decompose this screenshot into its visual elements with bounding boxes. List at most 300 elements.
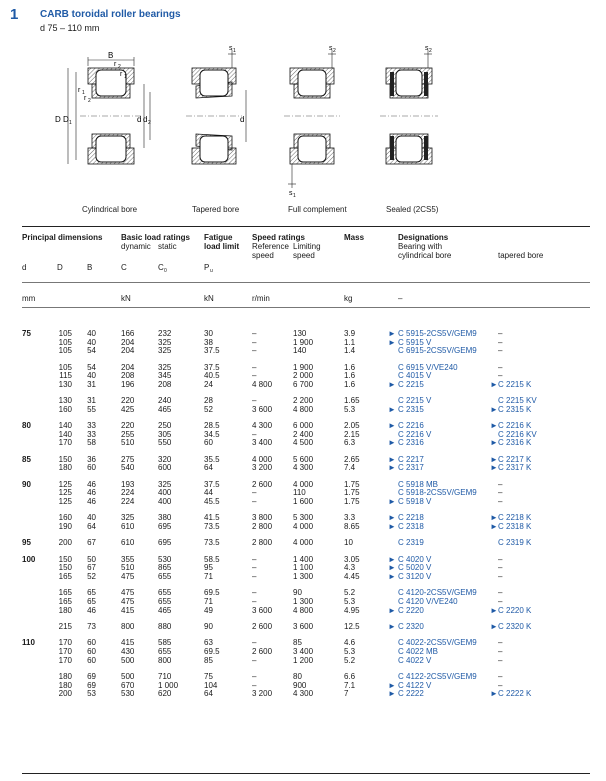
label-r2-left: r	[84, 95, 87, 102]
cell-static-C0: 400	[158, 497, 172, 506]
cell-static-C0: 620	[158, 689, 172, 699]
cell-static-C0: 600	[158, 463, 172, 473]
cell-dynamic-C: 500	[121, 672, 135, 681]
cell-reference-speed: –	[252, 680, 257, 690]
cell-width-B: 36	[87, 454, 96, 464]
cell-mass: 6.3	[344, 438, 356, 448]
unit-designation-dash: –	[398, 294, 403, 303]
cell-limiting-speed: 4 500	[293, 438, 314, 448]
cell-static-C0: 800	[158, 655, 172, 665]
cell-width-B: 46	[87, 497, 96, 506]
cell-static-C0: 880	[158, 622, 172, 631]
cell-reference-speed: –	[252, 588, 257, 598]
cell-fatigue-Pu: 58.5	[204, 554, 220, 564]
cell-dynamic-C: 196	[121, 379, 135, 389]
cell-dynamic-C: 800	[121, 622, 135, 631]
cell-width-B: 46	[87, 479, 96, 489]
cell-fatigue-Pu: 75	[204, 672, 213, 681]
cell-static-C0: 655	[158, 588, 172, 598]
cell-mass: 10	[344, 538, 353, 548]
cell-designation-tap[interactable]: C 2215 KV	[498, 396, 537, 406]
cell-designation-cyl[interactable]: C 5918 MB	[398, 479, 439, 489]
cell-dynamic-C: 220	[121, 421, 135, 431]
cell-limiting-speed: 4 300	[293, 689, 314, 699]
cell-static-C0: 400	[158, 488, 172, 498]
cell-outer-D: 140	[58, 429, 72, 439]
caption-full-complement: Full complement	[288, 205, 347, 214]
cell-designation-tap: –	[498, 563, 503, 573]
cell-limiting-speed: 1 200	[293, 655, 314, 665]
cell-reference-speed: –	[252, 346, 257, 356]
cell-static-C0: 325	[158, 346, 172, 356]
col-fatigue: Fatigue	[204, 233, 233, 242]
cell-designation-tap[interactable]: C 2216 KV	[498, 429, 537, 439]
cell-reference-speed: 3 400	[252, 438, 273, 448]
cell-width-B: 67	[87, 563, 96, 573]
cell-outer-D: 105	[58, 329, 72, 338]
cell-designation-cyl[interactable]: C 5918-2CS5V/GEM9	[398, 488, 477, 498]
col-speed-ref: speed	[252, 251, 274, 260]
sym-d: d	[22, 263, 27, 272]
cell-width-B: 64	[87, 522, 96, 531]
cell-outer-D: 130	[58, 379, 72, 389]
cell-fatigue-Pu: 24	[204, 379, 213, 389]
cell-fatigue-Pu: 35.5	[204, 454, 220, 464]
cell-static-C0: 695	[158, 522, 172, 531]
cell-arrow-tap: ►	[490, 689, 498, 699]
col-tapered-bore: tapered bore	[498, 251, 544, 260]
cell-designation-cyl[interactable]: C 4120-2CS5V/GEM9	[398, 588, 477, 598]
cell-fatigue-Pu: 40.5	[204, 371, 220, 381]
cell-dynamic-C: 510	[121, 563, 135, 573]
cell-bore-d: 85	[22, 454, 31, 464]
cell-static-C0: 208	[158, 379, 172, 389]
cell-arrow-cyl: ►	[388, 379, 396, 389]
cell-arrow-tap: ►	[490, 522, 498, 531]
page-subtitle: d 75 – 110 mm	[40, 23, 100, 33]
cell-designation-tap[interactable]: C 2318 K	[498, 522, 532, 531]
cell-designation-cyl[interactable]: C 6915-2CS5V/GEM9	[398, 346, 477, 356]
caption-cylindrical-bore: Cylindrical bore	[82, 205, 138, 214]
cell-designation-tap[interactable]: C 2320 K	[498, 622, 532, 631]
cell-mass: 2.15	[344, 429, 360, 439]
cell-designation-cyl[interactable]: C 4020 V	[398, 554, 432, 564]
cell-dynamic-C: 475	[121, 572, 135, 581]
cell-outer-D: 170	[58, 655, 72, 665]
cell-designation-cyl[interactable]: C 2222	[398, 689, 424, 699]
cell-fatigue-Pu: 90	[204, 622, 213, 631]
cell-dynamic-C: 415	[121, 638, 135, 648]
cell-limiting-speed: 110	[293, 488, 306, 498]
sym-D: D	[57, 263, 63, 272]
cell-designation-tap: –	[498, 329, 503, 338]
cell-reference-speed: 3 600	[252, 404, 273, 414]
cell-arrow-cyl: ►	[388, 404, 396, 414]
cell-reference-speed: 2 600	[252, 622, 273, 631]
cell-designation-cyl[interactable]: C 4122 V	[398, 680, 432, 690]
cell-designation-cyl[interactable]: C 6915 V/VE240	[398, 362, 458, 372]
cell-dynamic-C: 475	[121, 597, 135, 606]
cell-mass: 1.75	[344, 488, 360, 498]
cell-dynamic-C: 204	[121, 362, 135, 372]
cell-width-B: 31	[87, 379, 96, 389]
cell-width-B: 60	[87, 655, 96, 665]
cell-mass: 7.1	[344, 680, 356, 690]
unit-rmin: r/min	[252, 294, 270, 303]
cell-mass: 1.6	[344, 362, 356, 372]
label-d: d	[137, 115, 142, 124]
cell-designation-cyl[interactable]: C 2317	[398, 463, 424, 473]
cell-designation-tap[interactable]: C 2222 K	[498, 689, 532, 699]
cell-designation-tap: –	[498, 655, 503, 665]
cell-dynamic-C: 530	[121, 689, 135, 699]
cell-fatigue-Pu: 45.5	[204, 497, 220, 506]
cell-designation-cyl[interactable]: C 2216	[398, 421, 424, 431]
cell-width-B: 60	[87, 647, 96, 656]
cell-reference-speed: 4 300	[252, 421, 273, 431]
cell-dynamic-C: 275	[121, 454, 135, 464]
cell-designation-cyl[interactable]: C 4022 MB	[398, 647, 439, 656]
cell-designation-cyl[interactable]: C 4015 V	[398, 371, 432, 381]
cell-fatigue-Pu: 64	[204, 463, 213, 473]
cell-designation-tap: –	[498, 554, 503, 564]
cell-arrow-tap: ►	[490, 438, 498, 448]
cell-width-B: 46	[87, 488, 96, 498]
cell-designation-tap: –	[498, 672, 503, 681]
cell-designation-cyl[interactable]: C 2316	[398, 438, 424, 448]
cell-designation-tap[interactable]: C 2316 K	[498, 438, 532, 448]
cell-fatigue-Pu: 38	[204, 337, 213, 347]
label-s1-d2-sub: 1	[233, 48, 236, 54]
cell-outer-D: 190	[58, 522, 72, 531]
cell-designation-cyl[interactable]: C 5918 V	[398, 497, 432, 506]
cell-width-B: 33	[87, 421, 96, 431]
cell-reference-speed: –	[252, 655, 257, 665]
cell-static-C0: 345	[158, 371, 172, 381]
cell-reference-speed: –	[252, 554, 257, 564]
cell-designation-cyl[interactable]: C 2216 V	[398, 429, 432, 439]
cell-mass: 1.75	[344, 479, 360, 489]
sym-B: B	[87, 263, 93, 272]
cell-designation-tap: –	[498, 479, 503, 489]
cell-mass: 4.6	[344, 638, 356, 648]
cell-designation-tap[interactable]: C 2215 K	[498, 379, 532, 389]
cell-static-C0: 325	[158, 479, 172, 489]
cell-limiting-speed: 80	[293, 672, 302, 681]
cell-dynamic-C: 355	[121, 554, 135, 564]
cell-dynamic-C: 415	[121, 605, 135, 615]
cell-static-C0: 465	[158, 404, 172, 414]
cell-designation-cyl[interactable]: C 2319	[398, 538, 424, 548]
cell-arrow-tap: ►	[490, 421, 498, 431]
cell-fatigue-Pu: 37.5	[204, 362, 220, 372]
cell-outer-D: 130	[58, 396, 72, 406]
cell-arrow-cyl: ►	[388, 463, 396, 473]
cell-limiting-speed: 1 600	[293, 497, 314, 506]
cell-fatigue-Pu: 28	[204, 396, 213, 406]
cell-width-B: 40	[87, 337, 96, 347]
cell-designation-cyl[interactable]: C 2215 V	[398, 396, 432, 406]
cell-arrow-tap: ►	[490, 404, 498, 414]
cell-dynamic-C: 510	[121, 438, 135, 448]
cell-dynamic-C: 540	[121, 463, 135, 473]
cell-mass: 1.6	[344, 371, 356, 381]
cell-limiting-speed: 5 300	[293, 513, 314, 523]
cell-outer-D: 105	[58, 346, 72, 356]
cell-static-C0: 380	[158, 513, 172, 523]
unit-mm: mm	[22, 294, 36, 303]
cell-fatigue-Pu: 41.5	[204, 513, 220, 523]
cell-arrow-cyl: ►	[388, 438, 396, 448]
cell-limiting-speed: 3 400	[293, 647, 314, 656]
cell-designation-cyl[interactable]: C 2215	[398, 379, 424, 389]
cell-designation-cyl[interactable]: C 4022-2CS5V/GEM9	[398, 638, 477, 648]
cell-arrow-cyl: ►	[388, 622, 396, 631]
cell-dynamic-C: 325	[121, 513, 135, 523]
cell-dynamic-C: 208	[121, 371, 135, 381]
cell-designation-cyl[interactable]: C 3120 V	[398, 572, 432, 581]
label-d2-sub: 2	[148, 120, 151, 126]
cell-designation-cyl[interactable]: C 4022 V	[398, 655, 432, 665]
cell-designation-tap[interactable]: C 2217 K	[498, 454, 532, 464]
cell-arrow-tap: ►	[490, 513, 498, 523]
label-s1-d3-sub: 1	[293, 193, 296, 199]
cell-dynamic-C: 166	[121, 329, 135, 338]
cell-dynamic-C: 224	[121, 488, 135, 498]
cell-designation-tap[interactable]: C 2319 K	[498, 538, 532, 548]
cell-mass: 8.65	[344, 522, 360, 531]
cell-fatigue-Pu: 85	[204, 655, 213, 665]
cell-mass: 1.1	[344, 337, 356, 347]
cell-limiting-speed: 6 000	[293, 421, 314, 431]
cell-reference-speed: 3 600	[252, 605, 273, 615]
cell-reference-speed: –	[252, 488, 257, 498]
cell-reference-speed: –	[252, 563, 257, 573]
cell-width-B: 46	[87, 605, 96, 615]
cell-limiting-speed: 90	[293, 588, 302, 598]
cell-bore-d: 90	[22, 479, 31, 489]
cell-arrow-cyl: ►	[388, 337, 396, 347]
cell-width-B: 54	[87, 346, 96, 356]
cell-arrow-cyl: ►	[388, 497, 396, 506]
label-r1-sub: 1	[124, 74, 127, 80]
cell-static-C0: 550	[158, 438, 172, 448]
cell-dynamic-C: 430	[121, 647, 135, 656]
cell-fatigue-Pu: 95	[204, 563, 213, 573]
unit-kg: kg	[344, 294, 353, 303]
cell-mass: 2.05	[344, 421, 360, 431]
cell-limiting-speed: 1 300	[293, 572, 314, 581]
cell-width-B: 69	[87, 680, 96, 690]
cell-arrow-cyl: ►	[388, 421, 396, 431]
cell-arrow-tap: ►	[490, 622, 498, 631]
cell-limiting-speed: 130	[293, 329, 307, 338]
cell-reference-speed: –	[252, 672, 257, 681]
cell-designation-tap[interactable]: C 2220 K	[498, 605, 532, 615]
cell-mass: 4.3	[344, 563, 356, 573]
cell-static-C0: 585	[158, 638, 172, 648]
cell-designation-tap[interactable]: C 2216 K	[498, 421, 532, 431]
cell-outer-D: 160	[58, 513, 72, 523]
cell-limiting-speed: 2 400	[293, 429, 314, 439]
cell-width-B: 69	[87, 672, 96, 681]
cell-arrow-cyl: ►	[388, 572, 396, 581]
cell-fatigue-Pu: 64	[204, 689, 213, 699]
cell-static-C0: 232	[158, 329, 172, 338]
cell-arrow-tap: ►	[490, 605, 498, 615]
cell-static-C0: 865	[158, 563, 172, 573]
cell-reference-speed: –	[252, 396, 257, 406]
cell-bore-d: 100	[22, 554, 36, 564]
cell-designation-tap[interactable]: C 2218 K	[498, 513, 532, 523]
cell-arrow-cyl: ►	[388, 605, 396, 615]
cell-static-C0: 240	[158, 396, 172, 406]
cell-fatigue-Pu: 73.5	[204, 522, 220, 531]
cell-static-C0: 710	[158, 672, 172, 681]
cell-designation-tap[interactable]: C 2315 K	[498, 404, 532, 414]
cell-outer-D: 165	[58, 597, 72, 606]
cell-limiting-speed: 4 000	[293, 522, 314, 531]
cell-reference-speed: –	[252, 497, 257, 506]
cell-fatigue-Pu: 104	[204, 680, 218, 690]
cell-limiting-speed: 1 400	[293, 554, 314, 564]
cell-static-C0: 465	[158, 605, 172, 615]
cell-designation-cyl[interactable]: C 2217	[398, 454, 424, 464]
cell-static-C0: 325	[158, 362, 172, 372]
section-number: 1	[10, 6, 19, 23]
cell-outer-D: 150	[58, 554, 72, 564]
cell-limiting-speed: 4 300	[293, 463, 314, 473]
cell-outer-D: 180	[58, 672, 72, 681]
cell-mass: 5.3	[344, 647, 356, 656]
cell-arrow-tap: ►	[490, 379, 498, 389]
cell-designation-cyl[interactable]: C 2315	[398, 404, 424, 414]
cell-static-C0: 325	[158, 337, 172, 347]
cell-static-C0: 530	[158, 554, 172, 564]
cell-bore-d: 75	[22, 329, 31, 338]
cell-designation-cyl[interactable]: C 2318	[398, 522, 424, 531]
cell-static-C0: 1 000	[158, 680, 179, 690]
cell-outer-D: 125	[58, 488, 72, 498]
cell-fatigue-Pu: 52	[204, 404, 213, 414]
cell-arrow-cyl: ►	[388, 522, 396, 531]
cell-designation-tap: –	[498, 638, 503, 648]
cell-outer-D: 115	[59, 371, 72, 381]
cell-reference-speed: –	[252, 429, 257, 439]
cell-reference-speed: –	[252, 337, 257, 347]
cell-static-C0: 320	[158, 454, 172, 464]
cell-fatigue-Pu: 44	[204, 488, 213, 498]
cell-arrow-tap: ►	[490, 454, 498, 464]
cell-designation-cyl[interactable]: C 2218	[398, 513, 424, 523]
cell-bore-d: 95	[22, 538, 31, 548]
cell-limiting-speed: 2 200	[293, 396, 314, 406]
label-s2-d4-sub: 2	[429, 48, 432, 54]
cell-arrow-cyl: ►	[388, 554, 396, 564]
label-B: B	[108, 51, 114, 60]
cell-arrow-cyl: ►	[388, 563, 396, 573]
cell-dynamic-C: 670	[121, 680, 135, 690]
label-r2-sub: 2	[118, 64, 121, 70]
cell-outer-D: 170	[58, 438, 72, 448]
cell-outer-D: 170	[58, 638, 72, 648]
sym-Pu-sub: u	[210, 268, 213, 274]
cell-dynamic-C: 224	[121, 497, 135, 506]
cell-limiting-speed: 900	[293, 680, 307, 690]
cell-limiting-speed: 5 600	[293, 454, 314, 464]
cell-arrow-cyl: ►	[388, 454, 396, 464]
unit-kn-rating: kN	[121, 294, 131, 303]
cell-mass: 7.4	[344, 463, 356, 473]
cell-mass: 2.65	[344, 454, 360, 464]
table-bottom-rule	[22, 773, 590, 774]
label-r2: r	[114, 61, 117, 68]
cell-mass: 3.05	[344, 554, 360, 564]
cell-designation-cyl[interactable]: C 2320	[398, 622, 424, 631]
cell-arrow-cyl: ►	[388, 513, 396, 523]
unit-kn-fatigue: kN	[204, 294, 214, 303]
cell-limiting-speed: 140	[293, 346, 307, 356]
cell-width-B: 33	[87, 429, 96, 439]
cell-outer-D: 105	[58, 362, 72, 372]
cell-dynamic-C: 475	[121, 588, 135, 598]
cell-fatigue-Pu: 34.5	[204, 429, 220, 439]
cell-width-B: 60	[87, 463, 96, 473]
label-r1: r	[120, 71, 123, 78]
cell-designation-tap: –	[498, 497, 503, 506]
cell-designation-cyl[interactable]: C 5915 V	[398, 337, 432, 347]
cell-designation-cyl[interactable]: C 2220	[398, 605, 424, 615]
cell-limiting-speed: 1 300	[293, 597, 314, 606]
sym-C0-sub: 0	[164, 268, 167, 274]
cell-outer-D: 105	[58, 337, 72, 347]
cell-designation-cyl[interactable]: C 5020 V	[398, 563, 432, 573]
cell-mass: 5.2	[344, 655, 356, 665]
cell-fatigue-Pu: 30	[204, 329, 213, 338]
cell-width-B: 40	[87, 371, 96, 381]
cell-width-B: 58	[87, 438, 96, 448]
cell-reference-speed: 2 800	[252, 522, 273, 531]
cell-limiting-speed: 85	[293, 638, 302, 648]
cell-reference-speed: –	[252, 597, 257, 606]
sym-C: C	[121, 263, 127, 272]
cell-static-C0: 250	[158, 421, 172, 431]
cell-reference-speed: 4 800	[252, 379, 273, 389]
cell-outer-D: 180	[58, 680, 72, 690]
cell-designation-tap: –	[498, 488, 503, 498]
cell-designation-tap[interactable]: C 2317 K	[498, 463, 532, 473]
cell-designation-tap: –	[498, 588, 503, 598]
cell-designation-cyl[interactable]: C 4120 V/VE240	[398, 597, 458, 606]
label-D: D	[55, 115, 61, 124]
cell-static-C0: 655	[158, 572, 172, 581]
sym-C0: C	[158, 263, 164, 272]
cell-designation-cyl[interactable]: C 4122-2CS5V/GEM9	[398, 672, 477, 681]
cell-reference-speed: –	[252, 572, 257, 581]
cell-limiting-speed: 6 700	[293, 379, 314, 389]
cell-static-C0: 655	[158, 647, 172, 656]
cell-dynamic-C: 610	[121, 522, 135, 531]
cell-static-C0: 695	[158, 538, 172, 548]
cell-reference-speed: –	[252, 371, 257, 381]
cell-reference-speed: 2 800	[252, 538, 273, 548]
cell-designation-cyl[interactable]: C 5915-2CS5V/GEM9	[398, 329, 477, 338]
cell-width-B: 31	[87, 396, 96, 406]
cell-mass: 3.9	[344, 329, 356, 338]
cell-designation-tap: –	[498, 680, 503, 690]
cell-width-B: 40	[87, 513, 96, 523]
cell-width-B: 73	[87, 622, 96, 631]
